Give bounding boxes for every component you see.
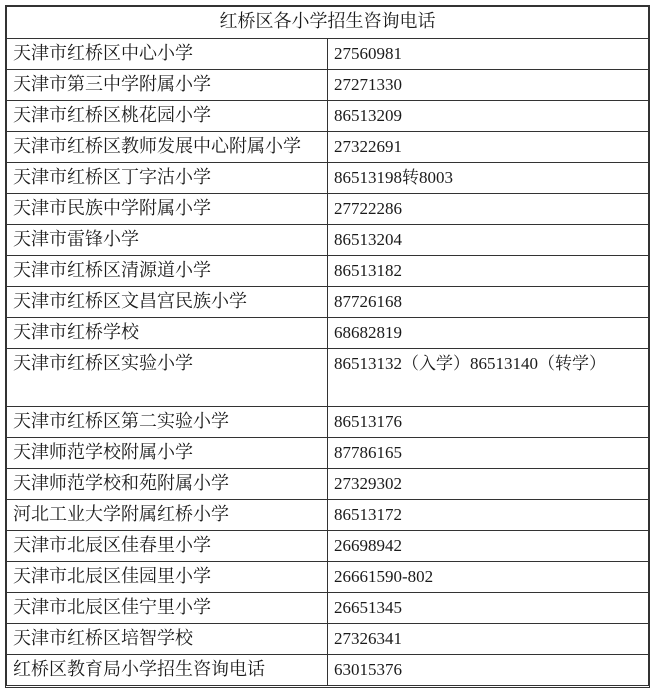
phone-number-cell: 26651345 xyxy=(328,593,649,624)
phone-number-cell: 27560981 xyxy=(328,39,649,70)
school-name-cell: 天津市北辰区佳春里小学 xyxy=(7,531,328,562)
phone-number-cell: 86513209 xyxy=(328,101,649,132)
phone-directory-sheet xyxy=(5,5,650,688)
school-name-cell: 天津师范学校和苑附属小学 xyxy=(7,469,328,500)
school-name-cell: 天津市北辰区佳园里小学 xyxy=(7,562,328,593)
school-name-cell: 天津市红桥区第二实验小学 xyxy=(7,407,328,438)
school-name-cell: 天津市红桥区文昌宫民族小学 xyxy=(7,287,328,318)
table-row xyxy=(7,287,649,318)
table-row xyxy=(7,438,649,469)
phone-number-cell: 86513204 xyxy=(328,225,649,256)
phone-number-cell: 63015376 xyxy=(328,655,649,686)
table-body xyxy=(7,39,649,686)
school-name-cell: 天津市红桥区清源道小学 xyxy=(7,256,328,287)
table-row xyxy=(7,407,649,438)
table-row xyxy=(7,256,649,287)
phone-number-cell: 86513132（入学）86513140（转学） xyxy=(328,349,649,407)
table-title: 红桥区各小学招生咨询电话 xyxy=(7,7,649,39)
table-row xyxy=(7,562,649,593)
phone-number-cell: 86513176 xyxy=(328,407,649,438)
school-name-cell: 天津市红桥区培智学校 xyxy=(7,624,328,655)
phone-number-cell: 86513198转8003 xyxy=(328,163,649,194)
phone-number-cell: 26661590-802 xyxy=(328,562,649,593)
table-row xyxy=(7,349,649,407)
table-row xyxy=(7,500,649,531)
table-row xyxy=(7,318,649,349)
phone-number-cell: 26698942 xyxy=(328,531,649,562)
phone-number-cell: 86513182 xyxy=(328,256,649,287)
table-row xyxy=(7,194,649,225)
school-name-cell: 河北工业大学附属红桥小学 xyxy=(7,500,328,531)
table-row xyxy=(7,70,649,101)
phone-number-cell: 86513172 xyxy=(328,500,649,531)
table-row xyxy=(7,163,649,194)
table-row xyxy=(7,655,649,686)
table-row xyxy=(7,469,649,500)
phone-number-cell: 27722286 xyxy=(328,194,649,225)
school-name-cell: 天津市红桥区教师发展中心附属小学 xyxy=(7,132,328,163)
school-name-cell: 天津市红桥区实验小学 xyxy=(7,349,328,407)
school-name-cell: 天津市雷锋小学 xyxy=(7,225,328,256)
school-name-cell: 天津市北辰区佳宁里小学 xyxy=(7,593,328,624)
phone-number-cell: 27329302 xyxy=(328,469,649,500)
school-name-cell: 天津师范学校附属小学 xyxy=(7,438,328,469)
phone-number-cell: 27326341 xyxy=(328,624,649,655)
school-name-cell: 天津市红桥区桃花园小学 xyxy=(7,101,328,132)
school-name-cell: 天津市红桥区丁字沽小学 xyxy=(7,163,328,194)
table-row xyxy=(7,132,649,163)
table-row xyxy=(7,624,649,655)
school-name-cell: 红桥区教育局小学招生咨询电话 xyxy=(7,655,328,686)
phone-number-cell: 87726168 xyxy=(328,287,649,318)
table-row xyxy=(7,101,649,132)
school-name-cell: 天津市红桥学校 xyxy=(7,318,328,349)
school-name-cell: 天津市红桥区中心小学 xyxy=(7,39,328,70)
phone-number-cell: 87786165 xyxy=(328,438,649,469)
table-row xyxy=(7,531,649,562)
school-name-cell: 天津市民族中学附属小学 xyxy=(7,194,328,225)
table-row xyxy=(7,593,649,624)
table-title-row xyxy=(7,7,649,39)
phone-number-cell: 27271330 xyxy=(328,70,649,101)
table-row xyxy=(7,225,649,256)
table-row xyxy=(7,39,649,70)
phone-number-cell: 27322691 xyxy=(328,132,649,163)
school-phone-table xyxy=(6,6,649,686)
phone-number-cell: 68682819 xyxy=(328,318,649,349)
school-name-cell: 天津市第三中学附属小学 xyxy=(7,70,328,101)
